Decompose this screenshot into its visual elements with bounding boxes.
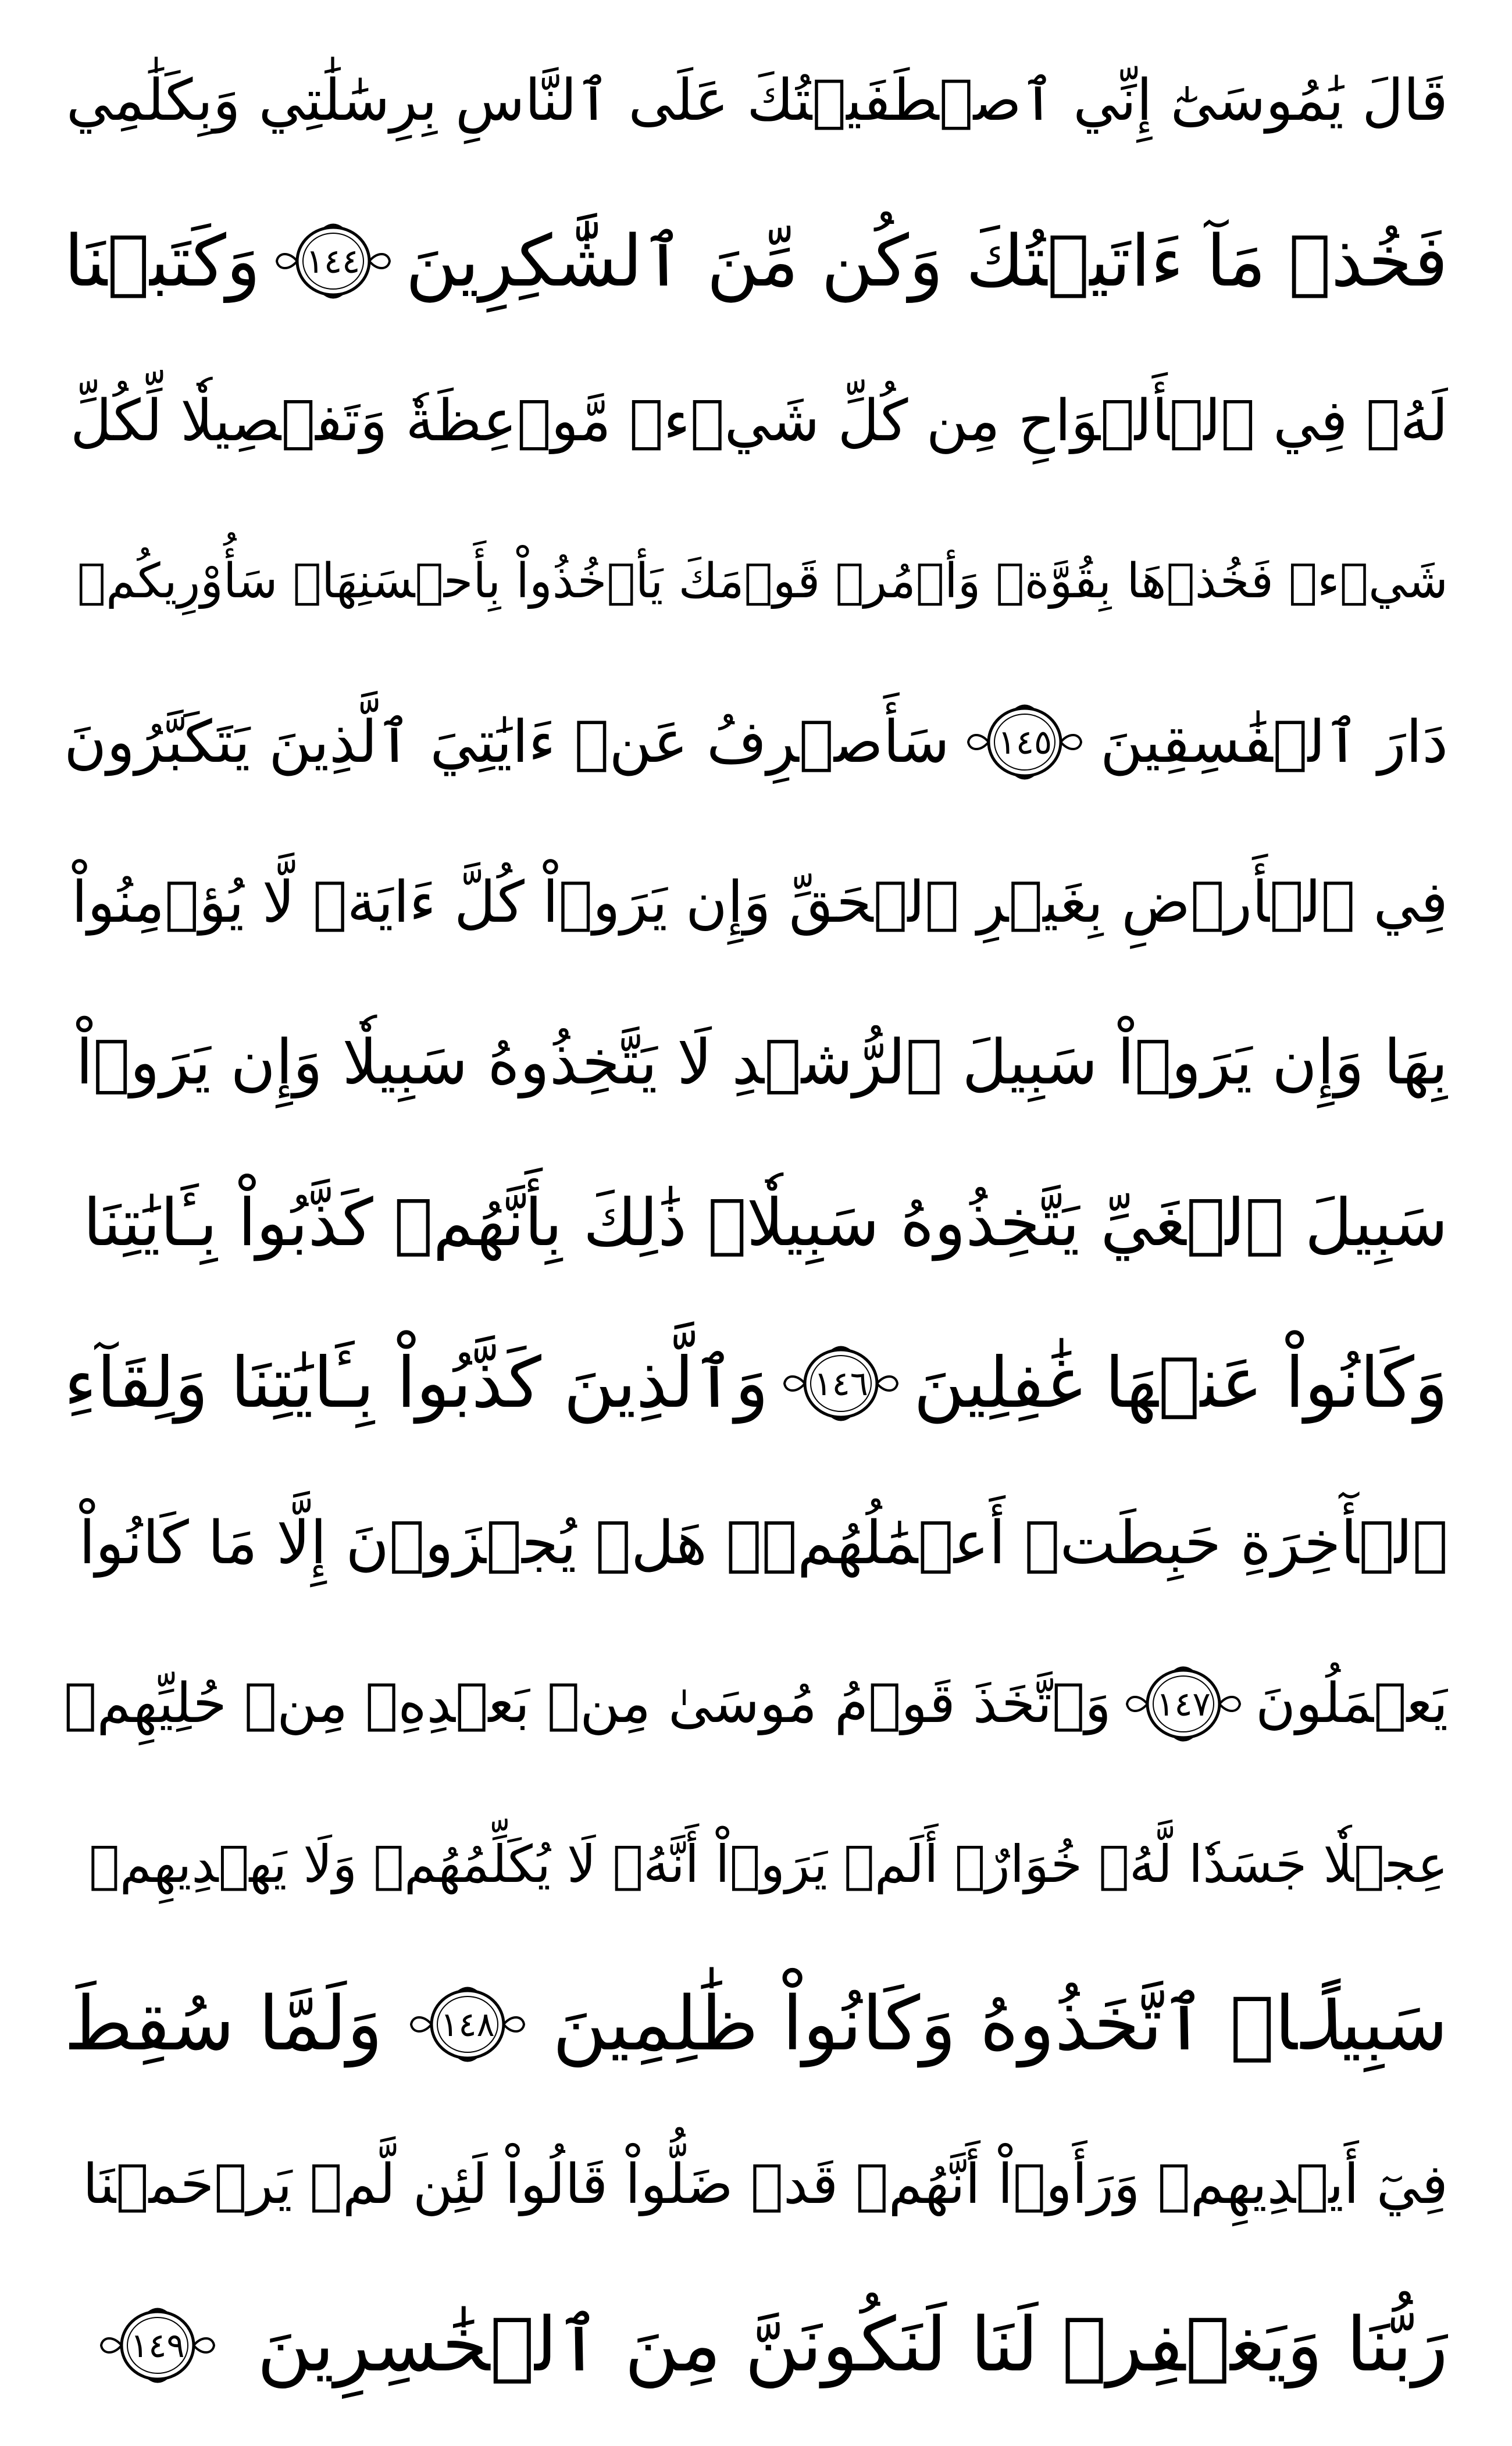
ayah-end-marker — [1122, 1663, 1244, 1745]
ayah-number: ١٤٥ — [997, 722, 1053, 762]
verse-text: دَارَ ٱلۡفَٰسِقِينَ — [1100, 707, 1448, 776]
verse-text: ٱلۡأٓخِرَةِ حَبِطَتۡ أَعۡمَٰلُهُمۡۚ هَلۡ يُجۡزَوۡنَ إِلَّا مَا كَانُواْ — [79, 1509, 1448, 1578]
verse-line — [64, 1627, 1448, 1781]
verse-line — [64, 1947, 1448, 2102]
verse-text: وَكَانُواْ عَنۡهَا غَٰفِلِينَ — [913, 1342, 1448, 1424]
verse-text: وَلَمَّا سُقِطَ — [64, 1981, 383, 2068]
verse-lines — [64, 23, 1448, 2423]
verse-line — [64, 504, 1448, 659]
ayah-end-marker — [272, 220, 394, 302]
verse-line — [64, 665, 1448, 819]
verse-text: وَكَتَبۡنَا — [64, 219, 261, 302]
ayah-number: ١٤٤ — [305, 241, 361, 281]
verse-text: شَيۡءٖ فَخُذۡهَا بِقُوَّةٖ وَأۡمُرۡ قَوۡمَكَ يَأۡخُذُواْ بِأَحۡسَنِهَاۚ سَأُوْرِيكُمۡ — [77, 554, 1448, 609]
verse-text: وَٱلَّذِينَ كَذَّبُواْ بِـَٔايَٰتِنَا وَلِقَآءِ — [64, 1342, 769, 1424]
ayah-number: ١٤٨ — [440, 2005, 495, 2045]
verse-text: سَبِيلَ ٱلۡغَيِّ يَتَّخِذُوهُ سَبِيلٗاۚ ذَٰلِكَ بِأَنَّهُمۡ كَذَّبُواْ بِـَٔايَٰتِنَا — [83, 1185, 1448, 1261]
verse-line — [64, 825, 1448, 980]
ayah-number: ١٤٧ — [1156, 1684, 1211, 1724]
verse-line — [64, 2268, 1448, 2423]
ayah-number: ١٤٦ — [814, 1363, 868, 1403]
verse-text: سَأَصۡرِفُ عَنۡ ءَايَٰتِيَ ٱلَّذِينَ يَتَكَبَّرُونَ — [64, 707, 950, 776]
verse-text: فَخُذۡ مَآ ءَاتَيۡتُكَ وَكُن مِّنَ ٱلشَّٰكِرِينَ — [405, 219, 1448, 302]
ayah-end-marker — [780, 1343, 902, 1424]
verse-line — [64, 23, 1448, 178]
verse-line — [64, 1466, 1448, 1621]
ayah-number: ١٤٩ — [130, 2325, 185, 2365]
verse-text: بِهَا وَإِن يَرَوۡاْ سَبِيلَ ٱلرُّشۡدِ لَا يَتَّخِذُوهُ سَبِيلٗا وَإِن يَرَوۡاْ — [76, 1026, 1448, 1099]
ayah-end-marker — [964, 701, 1086, 783]
verse-text: وَٱتَّخَذَ قَوۡمُ مُوسَىٰ مِنۢ بَعۡدِهِۦ مِنۡ حُلِيِّهِمۡ — [64, 1672, 1111, 1736]
verse-text: رَبُّنَا وَيَغۡفِرۡ لَنَا لَنَكُونَنَّ مِنَ ٱلۡخَٰسِرِينَ — [256, 2301, 1448, 2388]
verse-text: فِي ٱلۡأَرۡضِ بِغَيۡرِ ٱلۡحَقِّ وَإِن يَرَوۡاْ كُلَّ ءَايَةٖ لَّا يُؤۡمِنُواْ — [72, 869, 1448, 936]
ayah-end-marker — [97, 2305, 219, 2386]
verse-line — [64, 985, 1448, 1140]
verse-text: لَهُۥ فِي ٱلۡأَلۡوَاحِ مِن كُلِّ شَيۡءٖ مَّوۡعِظَةٗ وَتَفۡصِيلٗا لِّكُلِّ — [70, 388, 1448, 455]
verse-line — [64, 1146, 1448, 1300]
verse-line — [64, 344, 1448, 498]
verse-text: فِيٓ أَيۡدِيهِمۡ وَرَأَوۡاْ أَنَّهُمۡ قَدۡ ضَلُّواْ قَالُواْ لَئِن لَّمۡ يَرۡحَمۡنَا — [83, 2153, 1448, 2217]
verse-text: قَالَ يَٰمُوسَىٰٓ إِنِّي ٱصۡطَفَيۡتُكَ عَلَى ٱلنَّاسِ بِرِسَٰلَٰتِي وَبِكَلَٰمِي — [66, 67, 1448, 134]
verse-line — [64, 1306, 1448, 1461]
verse-text: يَعۡمَلُونَ — [1256, 1672, 1448, 1736]
verse-line — [64, 184, 1448, 338]
verse-line — [64, 2108, 1448, 2262]
verse-text: سَبِيلًاۘ ٱتَّخَذُوهُ وَكَانُواْ ظَٰلِمِينَ — [552, 1981, 1448, 2068]
verse-text: عِجۡلٗا جَسَدٗا لَّهُۥ خُوَارٌۚ أَلَمۡ يَرَوۡاْ أَنَّهُۥ لَا يُكَلِّمُهُمۡ وَلَا يَهۡدِيهِمۡ — [88, 1834, 1448, 1894]
ayah-end-marker — [406, 1984, 529, 2065]
verse-line — [64, 1787, 1448, 1942]
